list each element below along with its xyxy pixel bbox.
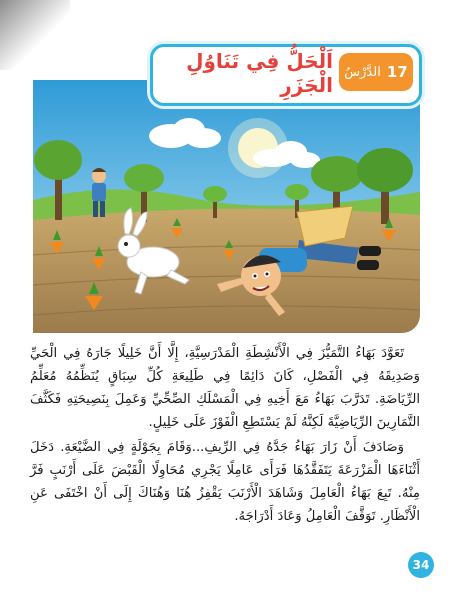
page-corner-shadow [0, 0, 70, 70]
story-paragraph-1: تَعَوَّدَ بَهَاءُ التَّمَيُّزَ فِي الْأَنْشِطَةِ الْمَدْرَسِيَّةِ، إِلَّا أَنَّ خَلِيلًا جَارَهُ فِي الْحَيِّ وَصَدِيقَهُ فِي الْفَصْلِ، كَانَ دَائِمًا فِي طَلِيعَةِ كُلِّ سِبَاقٍ يُنَظِّمُهُ مُعَلِّمُ الرِّيَاضَةِ. تَدَرَّبَ بَهَاءُ مَعَ أَخِيهِ فِي الْمَسْلَكِ الصِّحِّيِّ وَعَمِلَ بِنَصِيحَتِهِ فَكَثَّفَ التَّمَارِينَ الرِّيَاضِيَّةَ لَكِنَّهُ لَمْ يَسْتَطِعِ الْفَوْزَ عَلَى خَلِيلٍ. [30, 346, 420, 430]
farm-scene-image [33, 80, 420, 333]
story-text [30, 342, 420, 528]
lesson-label: الدَّرْسُ [344, 64, 381, 80]
page-number-badge: 34 [408, 552, 434, 578]
lesson-number-tag [339, 53, 413, 91]
story-illustration [33, 80, 420, 333]
lesson-number: 17 [386, 63, 408, 81]
lesson-title: اَلْحَلُّ فِي تَنَاوُلِ الْجَزَرِ [186, 49, 333, 97]
story-paragraph-2: وَصَادَفَ أَنْ زَارَ بَهَاءُ جَدَّهُ فِي الرِّيفِ...وَقَامَ بِجَوْلَةٍ فِي الضَّيْعَةِ. دَخَلَ أَثْنَاءَهَا الْمَزْرَعَةَ يَتَفَقَّدُهَا فَرَأَى عَامِلًا يَجْرِي مُحَاوِلًا الْقَبْضَ عَلَى أَرْنَبٍ فَرَّ مِنْهُ. تَبِعَ بَهَاءُ الْعَامِلَ وَشَاهَدَ الْأَرْنَبَ يَقْفِزُ هُنَا وَهُنَاكَ إِلَى أَنْ اخْتَفَى عَنِ الْأَنْظَارِ. تَوَقَّفَ الْعَامِلُ وَعَادَ أَدْرَاجَهُ. [30, 440, 420, 524]
lesson-title-banner [150, 44, 422, 106]
